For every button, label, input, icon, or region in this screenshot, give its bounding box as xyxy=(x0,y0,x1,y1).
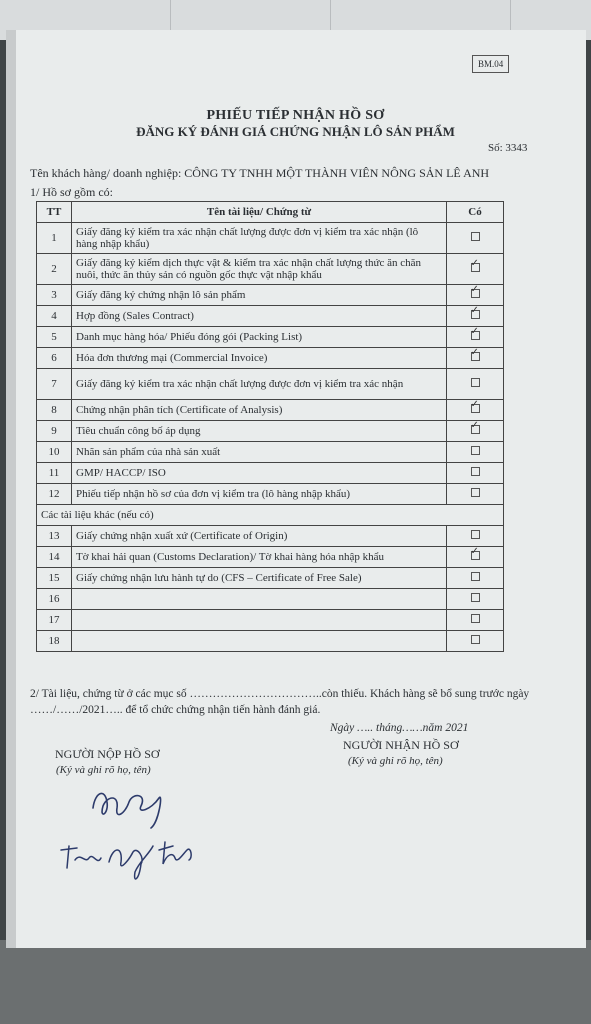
table-header-row xyxy=(37,202,504,223)
table-row xyxy=(37,223,504,254)
row-number: 14 xyxy=(37,547,72,568)
submitter-title: NGƯỜI NỘP HỒ SƠ xyxy=(55,747,160,761)
row-number: 4 xyxy=(37,306,72,327)
table-row xyxy=(37,327,504,348)
table-row xyxy=(37,463,504,484)
checked-box-icon[interactable] xyxy=(471,263,480,272)
table-row xyxy=(37,254,504,285)
checkbox-cell xyxy=(447,306,504,327)
table-row xyxy=(37,589,504,610)
row-number: 11 xyxy=(37,463,72,484)
checkbox-cell xyxy=(447,400,504,421)
empty-box-icon[interactable] xyxy=(471,232,480,241)
handwritten-signature xyxy=(55,780,205,890)
empty-box-icon[interactable] xyxy=(471,446,480,455)
checkbox-cell xyxy=(447,348,504,369)
document-name: Tiêu chuẩn công bố áp dụng xyxy=(72,421,447,442)
table-row xyxy=(37,285,504,306)
header-name: Tên tài liệu/ Chứng từ xyxy=(72,202,447,223)
section1-heading: 1/ Hồ sơ gồm có: xyxy=(30,185,114,199)
row-number: 3 xyxy=(37,285,72,306)
row-number: 16 xyxy=(37,589,72,610)
checkbox-cell xyxy=(447,568,504,589)
row-number: 6 xyxy=(37,348,72,369)
document-name: Chứng nhận phân tích (Certificate of Analysis) xyxy=(72,400,447,421)
table-row xyxy=(37,369,504,400)
checkbox-cell xyxy=(447,285,504,306)
document-name: Danh mục hàng hóa/ Phiếu đóng gói (Packing List) xyxy=(72,327,447,348)
checkbox-cell xyxy=(447,223,504,254)
document-subtitle: ĐĂNG KÝ ĐÁNH GIÁ CHỨNG NHẬN LÔ SẢN PHẨM xyxy=(136,124,455,139)
checkbox-cell xyxy=(447,463,504,484)
document-name xyxy=(72,589,447,610)
checkbox-cell xyxy=(447,547,504,568)
document-name: Giấy đăng ký kiểm dịch thực vật & kiểm tra xác nhận chất lượng thức ăn chăn nuôi, thức ăn thủy sản có nguồn gốc thực vật nhập khẩu xyxy=(72,254,447,285)
document-name: Phiếu tiếp nhận hồ sơ của đơn vị kiểm tra (lô hàng nhập khẩu) xyxy=(72,484,447,505)
row-number: 13 xyxy=(37,526,72,547)
table-row xyxy=(37,400,504,421)
table-row xyxy=(37,442,504,463)
receiver-subtitle: (Ký và ghi rõ họ, tên) xyxy=(348,755,443,767)
checked-box-icon[interactable] xyxy=(471,425,480,434)
empty-box-icon[interactable] xyxy=(471,572,480,581)
checkbox-cell xyxy=(447,369,504,400)
checkbox-cell xyxy=(447,526,504,547)
empty-box-icon[interactable] xyxy=(471,530,480,539)
header-co: Có xyxy=(447,202,504,223)
table-body xyxy=(37,223,504,652)
table-row xyxy=(37,631,504,652)
checkbox-cell xyxy=(447,589,504,610)
checkbox-cell xyxy=(447,610,504,631)
checked-box-icon[interactable] xyxy=(471,289,480,298)
checked-box-icon[interactable] xyxy=(471,551,480,560)
empty-box-icon[interactable] xyxy=(471,635,480,644)
row-number: 7 xyxy=(37,369,72,400)
row-number: 2 xyxy=(37,254,72,285)
document-name: GMP/ HACCP/ ISO xyxy=(72,463,447,484)
date-line: Ngày ….. tháng……năm 2021 xyxy=(330,722,469,734)
header-tt: TT xyxy=(37,202,72,223)
document-name: Giấy đăng ký chứng nhận lô sản phẩm xyxy=(72,285,447,306)
row-number: 5 xyxy=(37,327,72,348)
row-number: 12 xyxy=(37,484,72,505)
checked-box-icon[interactable] xyxy=(471,352,480,361)
submitter-subtitle: (Ký và ghi rõ họ, tên) xyxy=(56,764,151,776)
checkbox-cell xyxy=(447,442,504,463)
row-number: 1 xyxy=(37,223,72,254)
row-number: 18 xyxy=(37,631,72,652)
table-row xyxy=(37,526,504,547)
document-title: PHIẾU TIẾP NHẬN HỒ SƠ xyxy=(206,108,385,123)
document-name xyxy=(72,631,447,652)
table-row xyxy=(37,484,504,505)
row-number: 10 xyxy=(37,442,72,463)
document-name: Giấy đăng ký kiểm tra xác nhận chất lượng được đơn vị kiểm tra xác nhận xyxy=(72,369,447,400)
empty-box-icon[interactable] xyxy=(471,467,480,476)
empty-box-icon[interactable] xyxy=(471,488,480,497)
documents-table xyxy=(36,201,504,652)
document-name: Hợp đồng (Sales Contract) xyxy=(72,306,447,327)
customer-line: Tên khách hàng/ doanh nghiệp: CÔNG TY TNHH MỘT THÀNH VIÊN NÔNG SẢN LÊ ANH xyxy=(30,166,490,180)
document-name: Giấy chứng nhận xuất xứ (Certificate of Origin) xyxy=(72,526,447,547)
checkbox-cell xyxy=(447,421,504,442)
document-name xyxy=(72,610,447,631)
other-documents-section-row xyxy=(37,505,504,526)
table-row xyxy=(37,306,504,327)
checkbox-cell xyxy=(447,631,504,652)
missing-documents-note: 2/ Tài liệu, chứng từ ở các mục số ……………………………..còn thiếu. Khách hàng sẽ bổ sung trước ngày ……/……/2021….. để tổ chức chứng nhận tiến hành đánh giá. xyxy=(30,688,530,716)
document-name: Giấy chứng nhận lưu hành tự do (CFS – Certificate of Free Sale) xyxy=(72,568,447,589)
table-row xyxy=(37,421,504,442)
document-name: Hóa đơn thương mại (Commercial Invoice) xyxy=(72,348,447,369)
receiver-title: NGƯỜI NHẬN HỒ SƠ xyxy=(343,738,459,752)
row-number: 15 xyxy=(37,568,72,589)
row-number: 9 xyxy=(37,421,72,442)
row-number: 17 xyxy=(37,610,72,631)
table-row xyxy=(37,610,504,631)
background-desk xyxy=(0,940,591,1024)
checkbox-cell xyxy=(447,327,504,348)
table-row xyxy=(37,568,504,589)
other-documents-heading: Các tài liệu khác (nếu có) xyxy=(37,505,504,526)
table-row xyxy=(37,547,504,568)
document-name: Tờ khai hải quan (Customs Declaration)/ Tờ khai hàng hóa nhập khẩu xyxy=(72,547,447,568)
document-name: Nhãn sản phẩm của nhà sản xuất xyxy=(72,442,447,463)
checked-box-icon[interactable] xyxy=(471,331,480,340)
table-row xyxy=(37,348,504,369)
checked-box-icon[interactable] xyxy=(471,404,480,413)
row-number: 8 xyxy=(37,400,72,421)
checked-box-icon[interactable] xyxy=(471,310,480,319)
empty-box-icon[interactable] xyxy=(471,593,480,602)
form-code: BM.04 xyxy=(472,55,509,73)
empty-box-icon[interactable] xyxy=(471,378,480,387)
checkbox-cell xyxy=(447,484,504,505)
empty-box-icon[interactable] xyxy=(471,614,480,623)
document-number: Số: 3343 xyxy=(488,142,528,154)
checkbox-cell xyxy=(447,254,504,285)
document-name: Giấy đăng ký kiểm tra xác nhận chất lượng được đơn vị kiểm tra xác nhận (lô hàng nhập khẩu) xyxy=(72,223,447,254)
